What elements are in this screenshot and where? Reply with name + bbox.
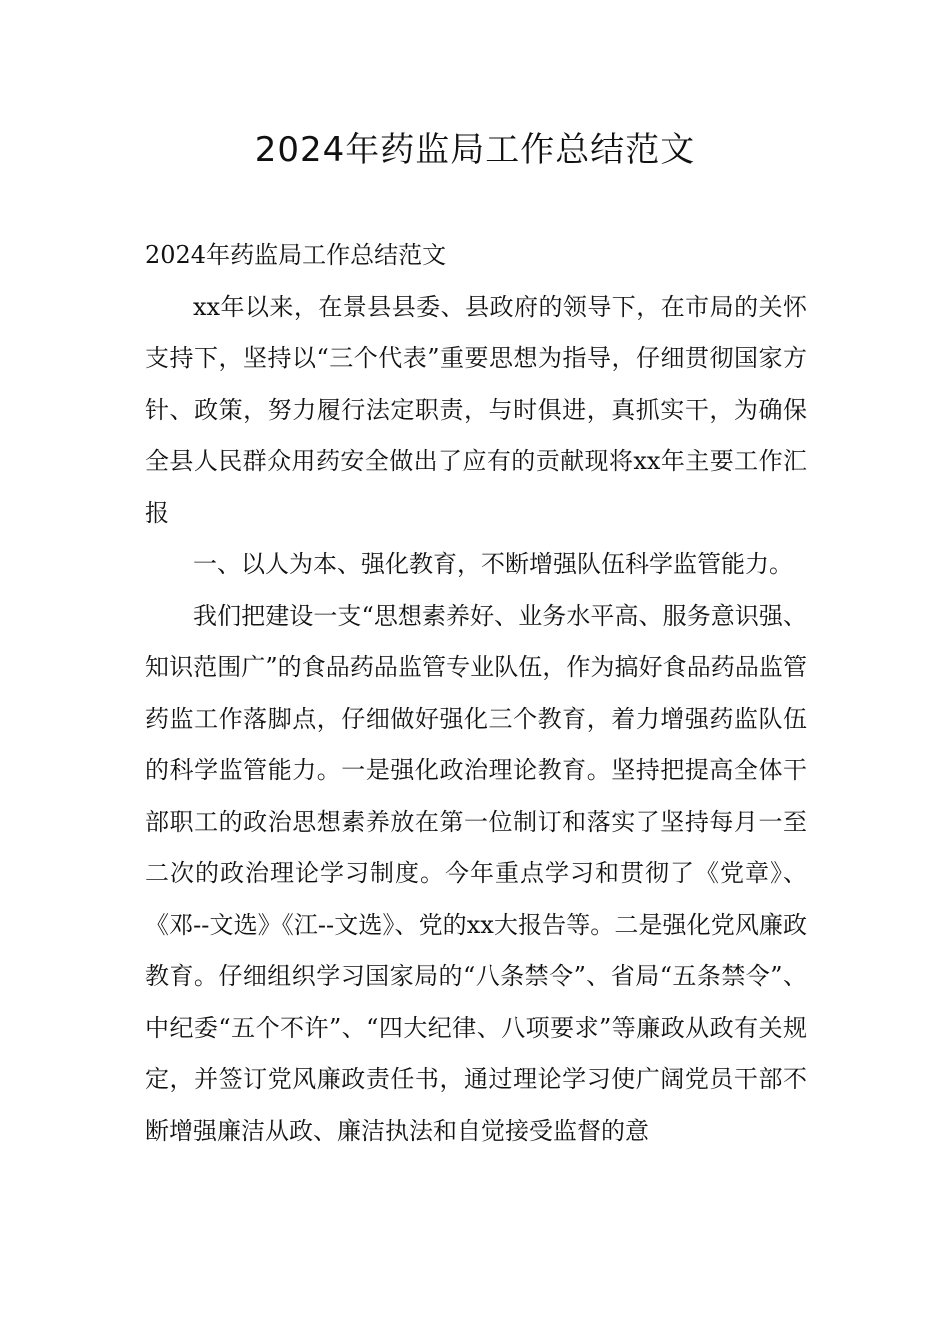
document-title: 2024年药监局工作总结范文 [254,130,696,170]
paragraph-section-heading: 一、以人为本、强化教育，不断增强队伍科学监管能力。 [193,550,793,578]
document-body [145,230,807,1157]
document-subtitle: 2024年药监局工作总结范文 [145,241,447,269]
paragraph-intro: xx年以来，在景县县委、县政府的领导下，在市局的关怀支持下，坚持以“三个代表”重要思想为指导，仔细贯彻国家方针、政策，努力履行法定职责，与时俱进，真抓实干，为确保全县人民群众用药安全做出了应有的贡献现将xx年主要工作汇报 [145,292,807,527]
paragraph-team-building: 我们把建设一支“思想素养好、业务水平高、服务意识强、知识范围广”的食品药品监管专业队伍，作为搞好食品药品监管药监工作落脚点，仔细做好强化三个教育，着力增强药监队伍的科学监管能力。一是强化政治理论教育。坚持把提高全体干部职工的政治思想素养放在第一位制订和落实了坚持每月一至二次的政治理论学习制度。今年重点学习和贯彻了《党章》、《邓--文选》《江--文选》、党的xx大报告等。二是强化党风廉政教育。仔细组织学习国家局的“八条禁令”、省局“五条禁令”、中纪委“五个不许”、“四大纪律、八项要求”等廉政从政有关规定，并签订党风廉政责任书，通过理论学习使广阔党员干部不断增强廉洁从政、廉洁执法和自觉接受监督的意 [145,601,807,1145]
